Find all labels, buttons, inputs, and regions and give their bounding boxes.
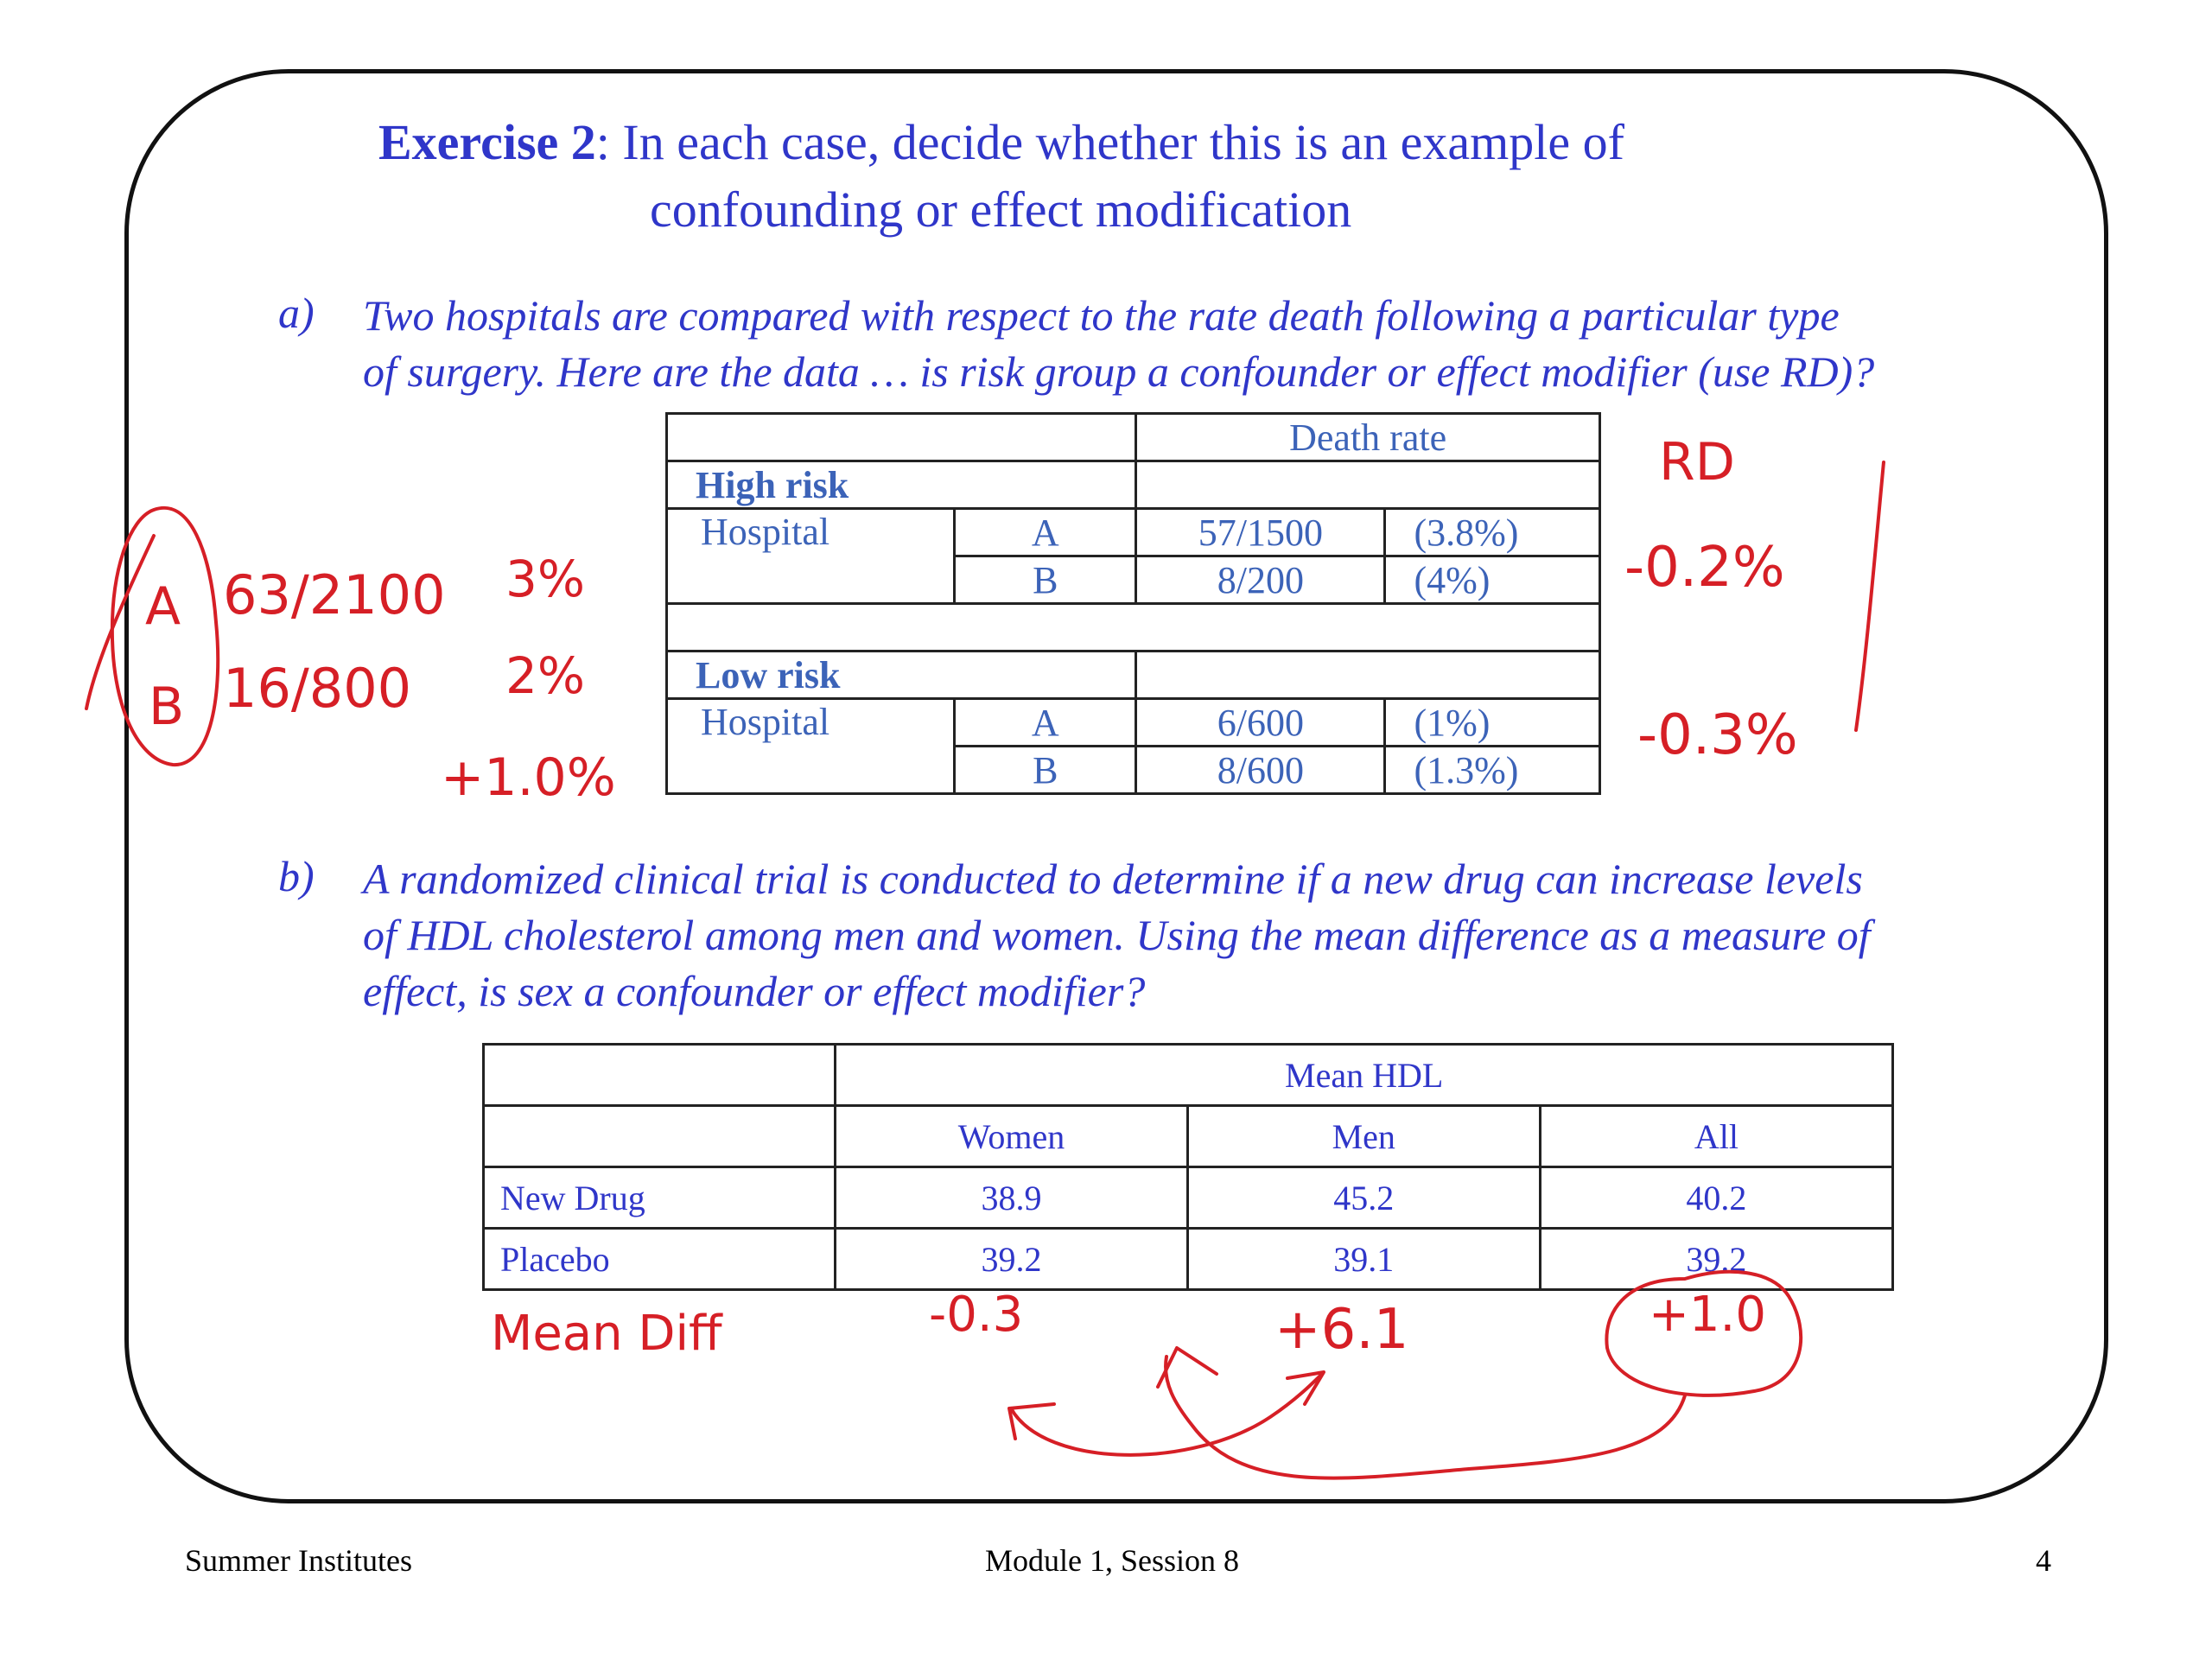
low-b-count: 8/600 xyxy=(1136,747,1385,794)
placebo-women: 39.2 xyxy=(836,1229,1187,1290)
high-a-rate: (3.8%) xyxy=(1385,509,1600,556)
row-label-new-drug: New Drug xyxy=(484,1167,836,1229)
annot-crude-b-value: 16/800 xyxy=(223,657,412,720)
row-label-placebo: Placebo xyxy=(484,1229,836,1290)
new-drug-women: 38.9 xyxy=(836,1167,1187,1229)
arrow-all-men xyxy=(1166,1357,1685,1478)
hospital-label: Hospital xyxy=(667,509,955,604)
col-header-all: All xyxy=(1540,1106,1892,1167)
high-a-count: 57/1500 xyxy=(1136,509,1385,556)
question-b-marker: b) xyxy=(278,852,315,900)
question-b-line1: A randomized clinical trial is conducted to determine if a new drug can increase levels xyxy=(363,855,1863,903)
annot-crude-a: A xyxy=(145,576,181,637)
annot-crude-rd: +1.0% xyxy=(441,747,616,808)
col-header-women: Women xyxy=(836,1106,1187,1167)
death-rate-header: Death rate xyxy=(1136,414,1600,461)
annot-rd-low: -0.3% xyxy=(1637,703,1798,767)
annot-crude-a-pct: 3% xyxy=(505,550,586,608)
annot-mean-diff: Mean Diff xyxy=(491,1306,722,1362)
annot-md-men: +6.1 xyxy=(1274,1298,1409,1362)
annot-crude-a-value: 63/2100 xyxy=(223,563,446,626)
annot-rd-high: -0.2% xyxy=(1624,536,1785,600)
annot-md-all: +1.0 xyxy=(1649,1287,1766,1343)
hospital-label: Hospital xyxy=(667,699,955,794)
question-a-line2: of surgery. Here are the data … is risk group a confounder or effect modifier (use RD)? xyxy=(363,347,1875,396)
hospital-a: A xyxy=(955,699,1136,747)
question-a-line1: Two hospitals are compared with respect to the rate death following a particular type xyxy=(363,291,1840,340)
placebo-all: 39.2 xyxy=(1540,1229,1892,1290)
low-a-count: 6/600 xyxy=(1136,699,1385,747)
arrow-head-left xyxy=(1009,1404,1054,1439)
high-risk-label: High risk xyxy=(667,461,1136,509)
new-drug-men: 45.2 xyxy=(1187,1167,1540,1229)
annot-crude-b-pct: 2% xyxy=(505,646,586,705)
annot-crude-b: B xyxy=(149,677,185,737)
page-number: 4 xyxy=(2036,1543,2051,1578)
low-risk-label: Low risk xyxy=(667,652,1136,699)
question-b-line3: effect, is sex a confounder or effect modifier? xyxy=(363,967,1146,1015)
high-b-count: 8/200 xyxy=(1136,556,1385,604)
mean-hdl-header: Mean HDL xyxy=(836,1045,1893,1106)
hospital-a: A xyxy=(955,509,1136,556)
new-drug-all: 40.2 xyxy=(1540,1167,1892,1229)
question-a-marker: a) xyxy=(278,289,315,337)
arrow-women-men xyxy=(1011,1374,1322,1455)
low-b-rate: (1.3%) xyxy=(1385,747,1600,794)
col-header-men: Men xyxy=(1187,1106,1540,1167)
placebo-men: 39.1 xyxy=(1187,1229,1540,1290)
annot-md-women: -0.3 xyxy=(929,1287,1024,1343)
footer-center: Module 1, Session 8 xyxy=(985,1543,1240,1578)
footer-left: Summer Institutes xyxy=(185,1543,412,1578)
high-b-rate: (4%) xyxy=(1385,556,1600,604)
question-b-line2: of HDL cholesterol among men and women. Using the mean difference as a measure of xyxy=(363,911,1871,959)
title-line2: confounding or effect modification xyxy=(650,181,1352,238)
hospital-b: B xyxy=(955,747,1136,794)
low-a-rate: (1%) xyxy=(1385,699,1600,747)
hospital-b: B xyxy=(955,556,1136,604)
title-bold: Exercise 2 xyxy=(378,114,596,170)
annot-rd-header: RD xyxy=(1659,432,1735,493)
rd-bracket xyxy=(1856,462,1884,730)
title-rest: : In each case, decide whether this is an example of xyxy=(595,114,1624,170)
